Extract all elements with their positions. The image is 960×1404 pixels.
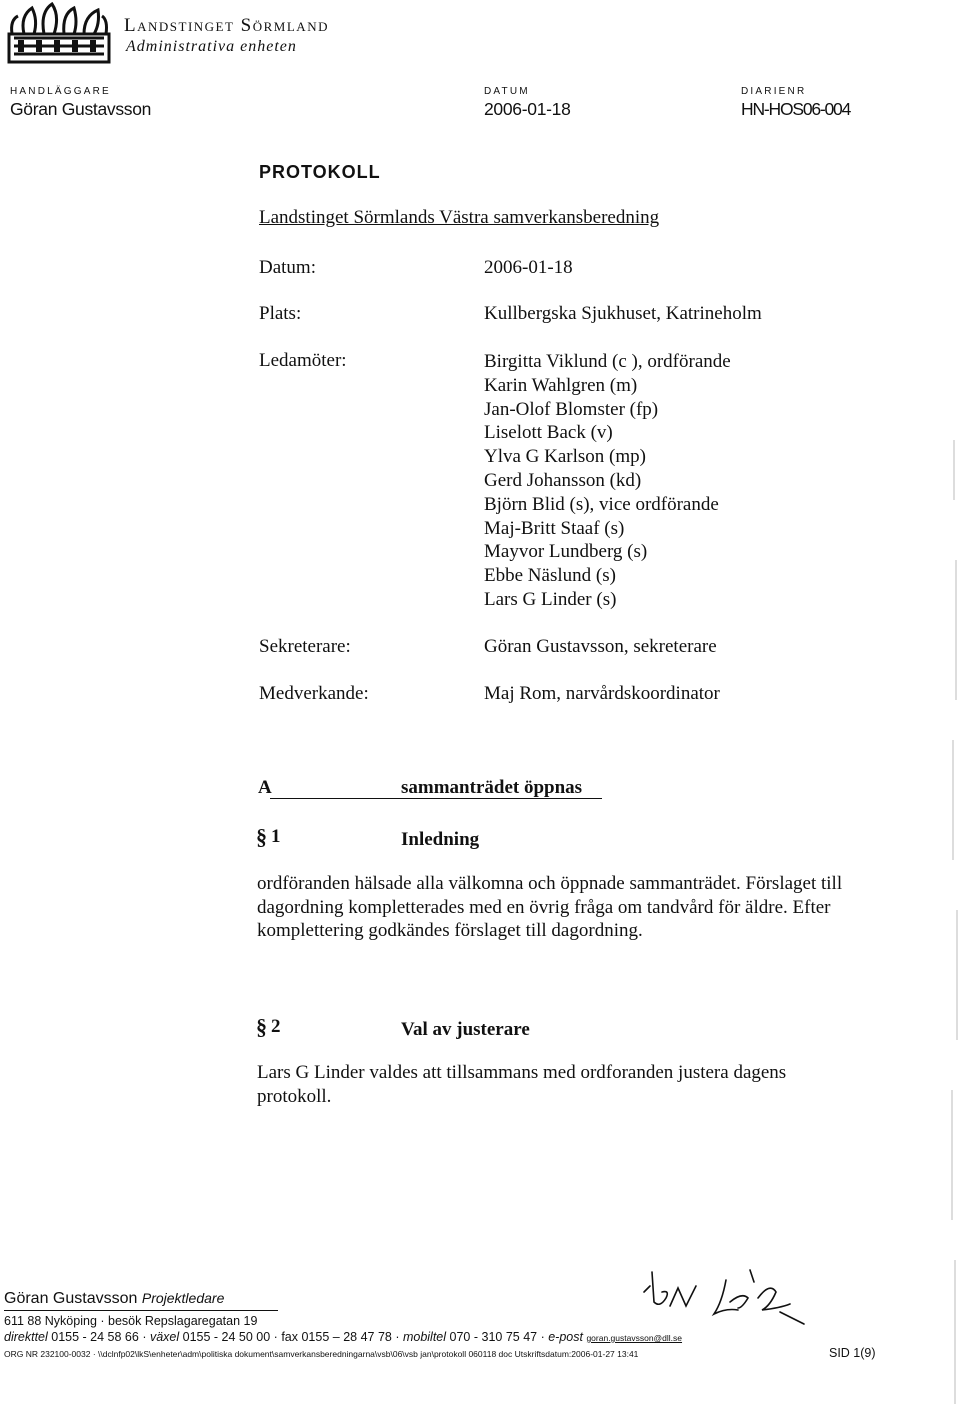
page-number: SID 1(9) <box>829 1346 876 1360</box>
member-item: Ebbe Näslund (s) <box>484 565 616 587</box>
diarienr-value: HN-HOS06-004 <box>741 99 851 119</box>
handwritten-signature <box>630 1262 820 1334</box>
mobiltel-label: mobiltel <box>402 1330 447 1344</box>
handlaggare-value: Göran Gustavsson <box>10 99 152 119</box>
member-item: Karin Wahlgren (m) <box>484 374 638 396</box>
mobiltel-value: 070 - 310 75 47 <box>449 1330 538 1344</box>
participants-label: Medverkande: <box>259 683 369 704</box>
footer-org-line: ORG NR 232100-0032 · \\dclnfp02\lkS\enheter\adm\politiska dokument\samverkansberedningarna\vsb\06\vsb jan\protokoll 060118 doc Utskriftsdatum:2006-01-27 13:41 <box>4 1349 639 1359</box>
date-label: Datum: <box>259 257 316 278</box>
paragraph-sign: § <box>256 824 267 849</box>
direkttel-value: 0155 - 24 58 66 <box>51 1330 139 1344</box>
members-label: Ledamöter: <box>259 350 347 371</box>
footer-role: Projektledare <box>141 1290 225 1306</box>
section-1-title: Inledning <box>401 829 480 850</box>
section-1-number: 1 <box>271 826 281 847</box>
handlaggare-label: HANDLÄGGARE <box>10 86 111 97</box>
document-title: PROTOKOLL <box>259 162 381 182</box>
section-a-title: sammanträdet öppnas <box>401 777 583 798</box>
org-name: Landstinget Sörmland <box>124 15 329 36</box>
vaxel-value: 0155 - 24 50 00 <box>182 1330 271 1344</box>
section-1-text: ordföranden hälsade alla välkomna och öppnade sammanträdet. Förslaget till dagordning kompletterades med en övrig fråga om tandvård för äldre. Efter komplettering godkändes förslaget till dagordning. <box>257 873 843 941</box>
section-2-title: Val av justerare <box>401 1019 530 1040</box>
footer-address: 611 88 Nyköping · besök Repslagaregatan 19 <box>4 1314 258 1328</box>
member-item: Lars G Linder (s) <box>484 588 617 610</box>
secretary-value: Göran Gustavsson, sekreterare <box>484 636 717 657</box>
landsting-logo <box>6 2 112 64</box>
section-a-letter: A <box>258 777 272 798</box>
fax-value: 0155 – 28 47 78 <box>301 1330 392 1344</box>
member-item: Ylva G Karlson (mp) <box>484 446 646 468</box>
email-link[interactable]: goran.gustavsson@dll.se <box>586 1333 683 1343</box>
members-list <box>484 350 731 612</box>
place-label: Plats: <box>259 303 302 324</box>
datum-label: DATUM <box>484 86 530 97</box>
datum-value: 2006-01-18 <box>484 99 571 119</box>
direkttel-label: direkttel <box>4 1330 48 1344</box>
footer-name-text: Göran Gustavsson <box>4 1290 138 1307</box>
committee-name: Landstinget Sörmlands Västra samverkansberedning <box>259 207 660 228</box>
vaxel-label: växel <box>149 1330 180 1344</box>
diarienr-label: DIARIENR <box>741 86 807 97</box>
member-item: Liselott Back (v) <box>484 422 613 444</box>
footer-name <box>4 1290 224 1308</box>
place-value: Kullbergska Sjukhuset, Katrineholm <box>484 303 762 324</box>
scan-edge-noise <box>944 440 960 1404</box>
date-value: 2006-01-18 <box>484 257 573 278</box>
member-item: Björn Blid (s), vice ordförande <box>484 493 719 515</box>
member-item: Maj-Britt Staaf (s) <box>484 517 625 539</box>
member-item: Gerd Johansson (kd) <box>484 469 642 491</box>
org-unit: Administrativa enheten <box>126 38 297 55</box>
member-item: Jan-Olof Blomster (fp) <box>484 398 659 420</box>
secretary-label: Sekreterare: <box>259 636 351 657</box>
paragraph-sign: § <box>256 1014 267 1039</box>
section-2-text: Lars G Linder valdes att tillsammans med ordforanden justera dagens protokoll. <box>257 1062 787 1107</box>
footer-contact: direkttel 0155 - 24 58 66 · växel 0155 - 24 50 00 · fax 0155 – 28 47 78 · mobiltel 070 - 310 75 47 · e-post goran.gustavsson@dll.se <box>4 1330 683 1344</box>
fax-label: fax <box>281 1330 298 1344</box>
section-2-number: 2 <box>271 1016 281 1037</box>
footer-rule <box>4 1310 278 1311</box>
member-item: Mayvor Lundberg (s) <box>484 541 648 563</box>
member-item: Birgitta Viklund (c ), ordförande <box>484 351 731 372</box>
participants-value: Maj Rom, narvårdskoordinator <box>484 683 720 704</box>
epost-label: e-post <box>548 1330 583 1344</box>
